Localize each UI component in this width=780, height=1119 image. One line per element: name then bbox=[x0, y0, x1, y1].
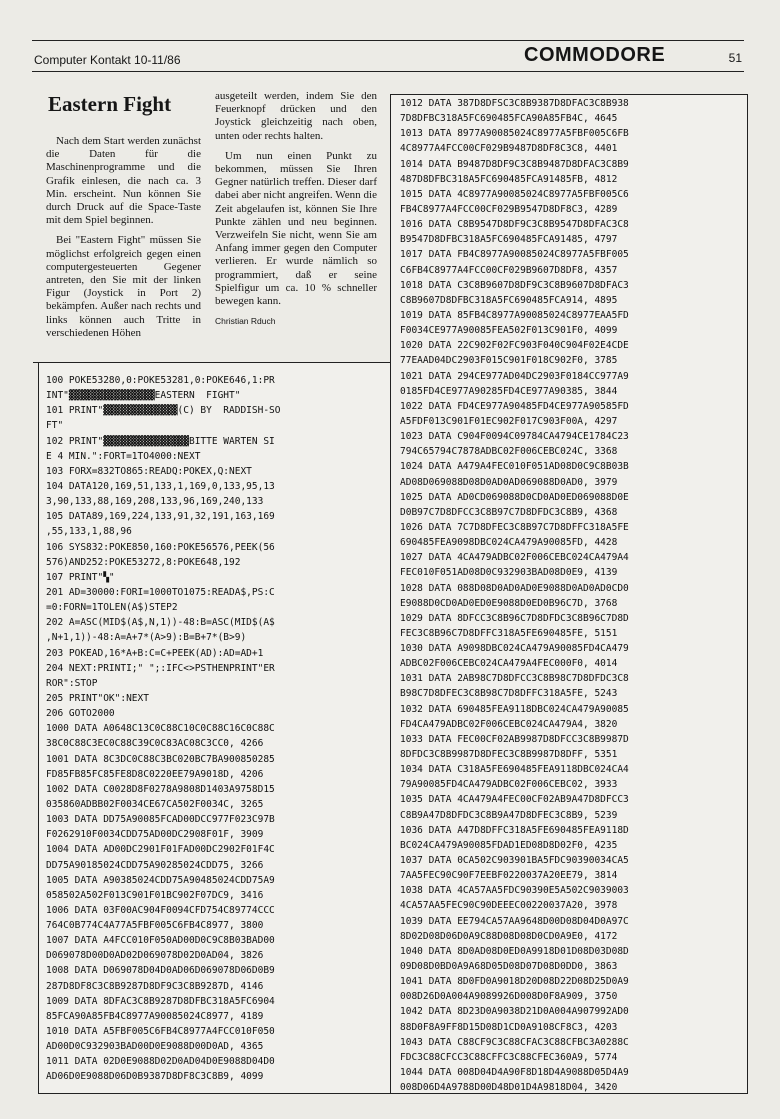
code-line: F0262910F0034CDD75AD00DC2908F01F, 3909 bbox=[46, 829, 264, 841]
code-line: 1020 DATA 22C902F02FC903F040C904F02E4CDE bbox=[400, 340, 629, 352]
code-line: 204 NEXT:PRINTI;" ";:IFC<>PSTHENPRINT"ER bbox=[46, 662, 275, 674]
code-line: FEC3C8B96C7D8DFFC318A5FE690485FE, 5151 bbox=[400, 627, 618, 639]
code-line: 1001 DATA 8C3DC0C88C3BC020BC7BA900850285 bbox=[46, 753, 275, 765]
code-line: 104 DATA120,169,51,133,1,169,0,133,95,13 bbox=[46, 480, 275, 492]
code-line: 1005 DATA A90385024CDD75A90485024CDD75A9 bbox=[46, 874, 275, 886]
code-line: 205 PRINT"OK":NEXT bbox=[46, 692, 149, 704]
code-line: 008D06D4A9788D00D48D01D4A9818D04, 3420 bbox=[400, 1082, 618, 1094]
code-line: C6FB4C8977A4FCC00CF029B9607D8DF8, 4357 bbox=[400, 264, 618, 276]
code-line: 7D8DFBC318A5FC690485FCA90A85FB4C, 4645 bbox=[400, 113, 618, 125]
code-line: 1035 DATA 4CA479A4FEC00CF02AB9A47D8DFCC3 bbox=[400, 794, 629, 806]
code-line: 1002 DATA C0028D8F0278A9808D1403A9758D15 bbox=[46, 783, 275, 795]
code-line: 1036 DATA A47D8DFFC318A5FE690485FEA9118D bbox=[400, 824, 629, 836]
code-line: 1028 DATA 088D08D0AD0AD0E9088D0AD0AD0CD0 bbox=[400, 582, 629, 594]
code-line: 1043 DATA C88CF9C3C88CFAC3C88CFBC3A0288C bbox=[400, 1036, 629, 1048]
article-column-1 bbox=[46, 135, 201, 347]
code-line: 794C65794C7878ADBC02F006CEBC024C, 3368 bbox=[400, 446, 618, 458]
code-line: 1042 DATA 8D23D0A9038D21D0A004A907992AD0 bbox=[400, 1006, 629, 1018]
code-line: 690485FEA9098DBC024CA479A90085FD, 4428 bbox=[400, 537, 618, 549]
code-line: 1000 DATA A0648C13C0C88C10C0C88C16C0C88C bbox=[46, 723, 275, 735]
code-line: BC024CA479A90085FDAD1ED08D8D02F0, 4235 bbox=[400, 839, 618, 851]
code-line: 1024 DATA A479A4FEC010F051AD08D0C9C8B03B bbox=[400, 461, 629, 473]
code-line: ROR":STOP bbox=[46, 677, 98, 689]
code-line: 1021 DATA 294CE977AD04DC2903F0184CC977A9 bbox=[400, 370, 629, 382]
code-line: 85FCA90A85FB4C8977A90085024C8977, 4189 bbox=[46, 1010, 264, 1022]
code-line: 201 AD=30000:FORI=1000TO1075:READA$,PS:C bbox=[46, 586, 275, 598]
code-line: 1008 DATA D069078D04D0AD06D069078D06D0B9 bbox=[46, 965, 275, 977]
code-line: FEC010F051AD08D0C932903BAD08D0E9, 4139 bbox=[400, 567, 618, 579]
code-line: 1019 DATA 85FB4C8977A90085024C8977EAA5FD bbox=[400, 309, 629, 321]
code-line: A5FDF013C901F01EC902F017C903F00A, 4297 bbox=[400, 415, 618, 427]
code-line: F0034CE977A90085FEA502F013C901F0, 4099 bbox=[400, 325, 618, 337]
code-line: 203 POKEAD,16*A+B:C=C+PEEK(AD):AD=AD+1 bbox=[46, 647, 264, 659]
code-line: 0185FD4CE977A90285FD4CE977A90385, 3844 bbox=[400, 385, 618, 397]
code-line: D069078D00D0AD02D069078D02D0AD04, 3826 bbox=[46, 950, 264, 962]
code-line: C8B9607D8DFBC318A5FC690485FCA914, 4895 bbox=[400, 294, 618, 306]
code-line: 107 PRINT"▚" bbox=[46, 571, 115, 583]
code-line: 1011 DATA 02D0E9088D02D0AD04D0E9088D04D0 bbox=[46, 1056, 275, 1068]
issue-label: Computer Kontakt 10-11/86 bbox=[34, 53, 181, 67]
code-line: 1033 DATA FEC00CF02AB9987D8DFCC3C8B9987D bbox=[400, 733, 629, 745]
code-line: 77EAAD04DC2903F015C901F018C902F0, 3785 bbox=[400, 355, 618, 367]
code-line: 1034 DATA C318A5FE690485FEA9118DBC024CA4 bbox=[400, 764, 629, 776]
code-line: 1017 DATA FB4C8977A90085024C8977A5FBF005 bbox=[400, 249, 629, 261]
code-line: 1016 DATA C8B9547D8DF9C3C8B9547D8DFAC3C8 bbox=[400, 219, 629, 231]
code-line: 1038 DATA 4CA57AA5FDC90390E5A502C9039003 bbox=[400, 885, 629, 897]
code-line: ADBC02F006CEBC024CA479A4FEC000F0, 4014 bbox=[400, 658, 618, 670]
code-line: 1013 DATA 8977A90085024C8977A5FBF005C6FB bbox=[400, 128, 629, 140]
code-line: 1007 DATA A4FCC010F050AD00D0C9C8B03BAD00 bbox=[46, 935, 275, 947]
code-listing-right bbox=[400, 96, 629, 1095]
code-line: 1022 DATA FD4CE977A90485FD4CE977A90585FD bbox=[400, 400, 629, 412]
code-line: E 4 MIN.":FORT=1TO4000:NEXT bbox=[46, 450, 201, 462]
code-line: 058502A502F013C901F01BC902F07DC9, 3416 bbox=[46, 889, 264, 901]
code-line: INT"▓▓▓▓▓▓▓▓▓▓▓▓▓▓▓EASTERN FIGHT" bbox=[46, 390, 241, 402]
code-line: ,N+1,1))-48:A=A+7*(A>9):B=B+7*(B>9) bbox=[46, 632, 247, 644]
code-line: FD4CA479ADBC02F006CEBC024CA479A4, 3820 bbox=[400, 718, 618, 730]
code-line: 1010 DATA A5FBF005C6FB4C8977A4FCC010F050 bbox=[46, 1026, 275, 1038]
code-line: 008D26D0A004A9089926D008D0F8A909, 3750 bbox=[400, 991, 618, 1003]
code-line: FT" bbox=[46, 420, 64, 432]
paragraph: ausgeteilt werden, indem Sie den Feuerknopf drücken und den Joystick gleichzeitig nach oben, unten oder rechts halten. bbox=[215, 90, 377, 142]
code-line: 1044 DATA 008D04D4A90F8D18D4A9088D05D4A9 bbox=[400, 1067, 629, 1078]
code-line: 487D8DFBC318A5FC690485FCA91485FB, 4812 bbox=[400, 173, 618, 185]
code-line: 4CA57AA5FEC90C90DEEEC00220037A20, 3978 bbox=[400, 900, 618, 912]
code-line: AD06D0E9088D06D0B9387D8DF8C3C8B9, 4099 bbox=[46, 1071, 264, 1083]
code-line: 1023 DATA C904F0094C09784CA4794CE1784C23 bbox=[400, 431, 629, 443]
code-line: 1031 DATA 2AB98C7D8DFCC3C8B98C7D8DFDC3C8 bbox=[400, 673, 629, 685]
author-credit: Christian Rduch bbox=[215, 316, 276, 327]
code-line: C8B9A47D8DFDC3C8B9A47D8DFEC3C8B9, 5239 bbox=[400, 809, 618, 821]
code-line: 1026 DATA 7C7D8DFEC3C8B97C7D8DFFC318A5FE bbox=[400, 521, 629, 533]
code-line: 88D0F8A9FF8D15D08D1CD0A9108CF8C3, 4203 bbox=[400, 1021, 618, 1033]
code-line: 4C8977A4FCC00CF029B9487D8DF8C3C8, 4401 bbox=[400, 143, 618, 155]
code-line: 1037 DATA 0CA502C903901BA5FDC90390034CA5 bbox=[400, 855, 629, 867]
page-number: 51 bbox=[728, 51, 742, 65]
code-line: 1027 DATA 4CA479ADBC02F006CEBC024CA479A4 bbox=[400, 552, 629, 564]
code-line: 1040 DATA 8D0AD08D0ED0A9918D01D08D03D08D bbox=[400, 945, 629, 957]
code-line: 102 PRINT"▓▓▓▓▓▓▓▓▓▓▓▓▓▓▓BITTE WARTEN SI bbox=[46, 435, 275, 447]
code-line: DD75A90185024CDD75A90285024CDD75, 3266 bbox=[46, 859, 264, 871]
paragraph: Um nun einen Punkt zu bekommen, müssen Sie Ihren Gegner natürlich treffen. Dieser darf dabei aber nicht angreifen. Wenn die Zeit abgelaufen ist, können Sie Ihre Punkte zählen und neu beginnen. Verzweifeln Sie nicht, wenn Sie am Anfang immer gegen den Computer verlieren. Er wurde nämlich so programmiert, daß er seine Spielfigur um ca. 10 % schneller bewegen kann. bbox=[215, 149, 377, 308]
code-line: 38C0C88C3EC0C88C39C0C83AC08C3CC0, 4266 bbox=[46, 738, 264, 750]
code-line: 1039 DATA EE794CA57AA9648D00D08D04D0A97C bbox=[400, 915, 629, 927]
code-line: 1006 DATA 03F00AC904F0094CFD754C89774CCC bbox=[46, 904, 275, 916]
code-line: 1041 DATA 8D0FD0A9018D20D08D22D08D25D0A9 bbox=[400, 976, 629, 988]
code-line: 1003 DATA DD75A90085FCAD00DCC977F023C97B bbox=[46, 814, 275, 826]
code-line: FDC3C88CFCC3C88CFFC3C88CFEC360A9, 5774 bbox=[400, 1051, 618, 1063]
code-line: B98C7D8DFEC3C8B98C7D8DFFC318A5FE, 5243 bbox=[400, 688, 618, 700]
code-line: 1025 DATA AD0CD069088D0CD0AD0ED069088D0E bbox=[400, 491, 629, 503]
code-line: 1015 DATA 4C8977A90085024C8977A5FBF005C6 bbox=[400, 188, 629, 200]
code-line: 206 GOTO2000 bbox=[46, 708, 115, 720]
code-line: 7AA5FEC90C90F7EEBF0220037A20EE79, 3814 bbox=[400, 870, 618, 882]
code-line: 1029 DATA 8DFCC3C8B96C7D8DFDC3C8B96C7D8D bbox=[400, 612, 629, 624]
paragraph: Nach dem Start werden zunächst die Daten für die Maschinenprogramme und die Grafik einlesen, die nach ca. 3 Min. erscheint. Nun können Sie durch Druck auf die Space-Taste mit dem Spiel beginnen. bbox=[46, 135, 201, 227]
code-line: 1018 DATA C3C8B9607D8DF9C3C8B9607D8DFAC3 bbox=[400, 279, 629, 291]
code-line: AD00D0C932903BAD00D0E9088D00D0AD, 4365 bbox=[46, 1041, 264, 1053]
article-title: Eastern Fight bbox=[48, 92, 172, 116]
code-line: 1014 DATA B9487D8DF9C3C8B9487D8DFAC3C8B9 bbox=[400, 158, 629, 170]
code-line: 764C0B774C4A77A5FBF005C6FB4C8977, 3800 bbox=[46, 920, 264, 932]
code-line: 8DFDC3C8B9987D8DFEC3C8B9987D8DFF, 5351 bbox=[400, 749, 618, 761]
code-line: FB4C8977A4FCC00CF029B9547D8DF8C3, 4289 bbox=[400, 203, 618, 215]
code-line: 101 PRINT"▓▓▓▓▓▓▓▓▓▓▓▓▓(C) BY RADDISH-SO bbox=[46, 405, 281, 417]
code-line: ,55,133,1,88,96 bbox=[46, 526, 132, 538]
page-header bbox=[32, 40, 744, 72]
code-line: 576)AND252:POKE53272,8:POKE648,192 bbox=[46, 556, 241, 568]
code-line: 105 DATA89,169,224,133,91,32,191,163,169 bbox=[46, 511, 275, 523]
code-line: 202 A=ASC(MID$(A$,N,1))-48:B=ASC(MID$(A$ bbox=[46, 617, 275, 629]
code-line: 79A90085FD4CA479ADBC02F006CEBC02, 3933 bbox=[400, 779, 618, 791]
article-column-2 bbox=[215, 90, 377, 328]
code-line: 3,90,133,88,169,208,133,96,169,240,133 bbox=[46, 496, 264, 508]
code-line: D0B97C7D8DFCC3C8B97C7D8DFDC3C8B9, 4368 bbox=[400, 506, 618, 518]
code-line: E9088D0CD0AD0ED0E9088D0ED0B96C7D, 3768 bbox=[400, 597, 618, 609]
code-line: 287D8DF8C3C8B9287D8DF9C3C8B9287D, 4146 bbox=[46, 980, 264, 992]
code-line: 1009 DATA 8DFAC3C8B9287D8DFBC318A5FC6904 bbox=[46, 995, 275, 1007]
code-line: AD08D069088D08D0AD0AD069088D0AD0, 3979 bbox=[400, 476, 618, 488]
code-line: =0:FORN=1TOLEN(A$)STEP2 bbox=[46, 602, 178, 614]
code-line: 100 POKE53280,0:POKE53281,0:POKE646,1:PR bbox=[46, 375, 275, 386]
paragraph: Bei "Eastern Fight" müssen Sie möglichst erfolgreich gegen einen computergesteuerten Gegener antreten, den Sie mit der linken Figur (Joystick in Port 2) bekämpfen. Außer nach rechts und links können auch Tritte in verschiedenen Höhen bbox=[46, 234, 201, 339]
code-line: 035860ADBB02F0034CE67CA502F0034C, 3265 bbox=[46, 798, 264, 810]
code-line: FD85FB85FC85FE8D8C0220EE79A9018D, 4206 bbox=[46, 768, 264, 780]
code-line: 106 SYS832:POKE850,160:POKE56576,PEEK(56 bbox=[46, 541, 275, 553]
code-line: 103 FORX=832TO865:READQ:POKEX,Q:NEXT bbox=[46, 465, 252, 477]
code-line: 1012 DATA 387D8DFSC3C8B9387D8DFAC3C8B938 bbox=[400, 98, 629, 109]
code-line: B9547D8DFBC318A5FC690485FCA91485, 4797 bbox=[400, 234, 618, 246]
code-listing-left bbox=[46, 373, 281, 1085]
code-line: 8D02D08D06D0A9C88D08D08D0CD0A9E0, 4172 bbox=[400, 930, 618, 942]
code-line: 1004 DATA AD00DC2901F01FAD00DC2902F01F4C bbox=[46, 844, 275, 856]
code-line: 1032 DATA 690485FEA9118DBC024CA479A90085 bbox=[400, 703, 629, 715]
code-line: 09D08D0BD0A9A68D05D08D07D08D0DD0, 3863 bbox=[400, 961, 618, 973]
section-title: COMMODORE bbox=[524, 44, 666, 66]
code-line: 1030 DATA A9098DBC024CA479A90085FD4CA479 bbox=[400, 643, 629, 655]
divider bbox=[33, 362, 390, 363]
